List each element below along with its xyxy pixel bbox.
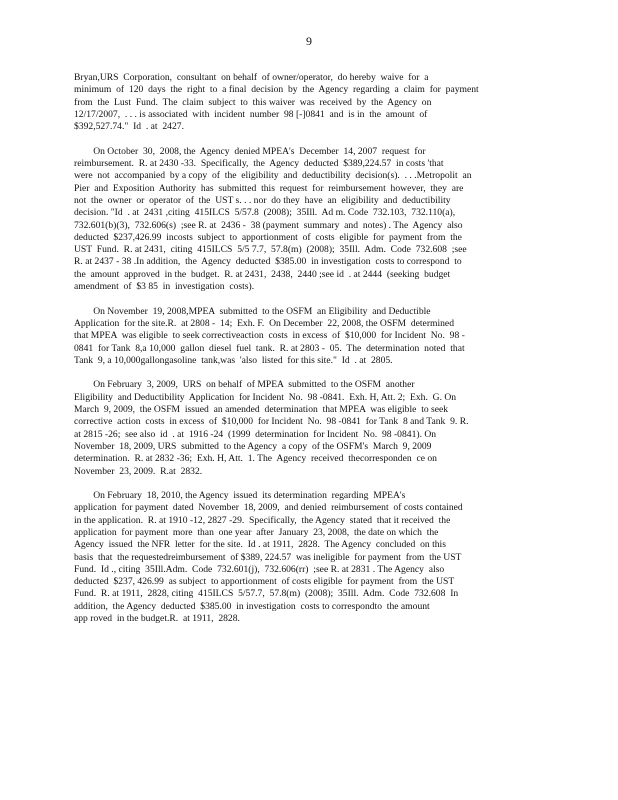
text-line: reimbursement. R. at 2430 -33. Specifically, the Agency deducted $389,224.57 in costs 'that xyxy=(74,158,444,170)
text-line: $392,527.74." Id . at 2427. xyxy=(74,121,184,133)
text-line: amendment of $3 85 in investigation costs). xyxy=(74,281,255,293)
text-line: application for payment dated November 18, 2009, and denied reimbursement of costs contained xyxy=(74,502,463,514)
text-line: Tank 9, a 10,000gallongasoline tank,was 'also listed for this site." Id . at 2805. xyxy=(74,354,393,366)
text-line: March 9, 2009, the OSFM issued an amended determination that MPEA was eligible to seek xyxy=(74,404,449,416)
text-line: On November 19, 2008,MPEA submitted to the OSFM an Eligibility and Deductible xyxy=(74,305,431,317)
text-line: minimum of 120 days the right to a final decision by the Agency regarding a claim for payment xyxy=(74,84,479,96)
text-line: R. at 2437 - 38 .In addition, the Agency deducted $385.00 in investigation costs to correspond to xyxy=(74,256,462,268)
text-line: that MPEA was eligible to seek correctiveaction costs in excess of $10,000 for Incident No. 98 - xyxy=(74,330,465,342)
text-line: at 2815 -26; see also id . at 1916 -24 (1999 determination for Incident No. 98 -0841). On xyxy=(74,428,437,440)
page-number: 9 xyxy=(306,34,312,48)
text-line: 0841 for Tank 8,a 10,000 gallon diesel fuel tank. R. at 2803 - 05. The determination noted that xyxy=(74,342,465,354)
text-line: in the application. R. at 1910 -12, 2827 -29. Specifically, the Agency stated that it received the xyxy=(74,514,451,526)
text-line: November 18, 2009, URS submitted to the Agency a copy of the OSFM's March 9, 2009 xyxy=(74,440,432,452)
text-line: application for payment more than one year after January 23, 2008, the date on which the xyxy=(74,526,439,538)
text-line: On February 18, 2010, the Agency issued its determination regarding MPEA's xyxy=(74,490,406,502)
document-body xyxy=(74,72,546,638)
text-line: 12/17/2007, . . . is associated with incident number 98 [-]0841 and is in the amount of xyxy=(74,108,428,120)
text-line: addition, the Agency deducted $385.00 in investigation costs to correspondto the amount xyxy=(74,600,430,612)
paragraph xyxy=(74,306,546,367)
text-line: Bryan,URS Corporation, consultant on behalf of owner/operator, do hereby waive for a xyxy=(74,72,429,83)
text-line: Agency issued the NFR letter for the site. Id . at 1911, 2828. The Agency concluded on this xyxy=(74,539,446,551)
text-line: UST Fund. R. at 2431, citing 415ILCS 5/5 7.7, 57.8(m) (2008); 35Ill. Adm. Code 732.608 ;see xyxy=(74,244,467,256)
text-line: On October 30, 2008, the Agency denied MPEA's December 14, 2007 request for xyxy=(74,145,426,157)
text-line: Fund. R. at 1911, 2828, citing 415ILCS 5/57.7, 57.8(m) (2008); 35Ill. Adm. Code 732.608 In xyxy=(74,588,459,600)
paragraph xyxy=(74,146,546,294)
paragraph xyxy=(74,490,546,625)
text-line: Application for the site.R. at 2808 - 14; Exh. F. On December 22, 2008, the OSFM determined xyxy=(74,317,454,329)
text-line: not the owner or operator of the UST s. . . nor do they have an eligibility and deductibility xyxy=(74,194,451,206)
text-line: deducted $237,426.99 incosts subject to apportionment of costs eligible for payment from the xyxy=(74,231,462,243)
text-line: 732.601(b)(3), 732.606(s) ;see R. at 2436 - 38 (payment summary and notes) . The Agency also xyxy=(74,219,463,231)
paragraph xyxy=(74,72,546,133)
text-line: November 23, 2009. R.at 2832. xyxy=(74,465,203,477)
text-line: corrective action costs in excess of $10,000 for Incident No. 98 -0841 for Tank 8 and Tank 9. R. xyxy=(74,416,469,428)
text-line: the amount approved in the budget. R. at 2431, 2438, 2440 ;see id . at 2444 (seeking budget xyxy=(74,268,451,280)
text-line: deducted $237, 426.99 as subject to apportionment of costs eligible for payment from the UST xyxy=(74,576,455,588)
text-line: basis that the requestedreimbursement of $389, 224.57 was ineligible for payment from the UST xyxy=(74,551,462,563)
text-line: determination. R. at 2832 -36; Exh. H, Att. 1. The Agency received thecorresponden ce on xyxy=(74,453,437,465)
paragraph xyxy=(74,379,546,477)
text-line: were not accompanied by a copy of the eligibility and deductibility decision(s). . . .Metropolit an xyxy=(74,170,472,182)
text-line: from the Lust Fund. The claim subject to this waiver was received by the Agency on xyxy=(74,96,432,108)
text-line: Eligibility and Deductibility Application for Incident No. 98 -0841. Exh. H, Att. 2; Exh. G. On xyxy=(74,391,457,403)
text-line: Pier and Exposition Authority has submitted this request for reimbursement however, they are xyxy=(74,182,464,194)
text-line: Fund. Id ., citing 35Ill.Adm. Code 732.601(j), 732.606(rr) ;see R. at 2831 . The Agency also xyxy=(74,563,445,575)
text-line: app roved in the budget.R. at 1911, 2828. xyxy=(74,613,240,625)
text-line: On February 3, 2009, URS on behalf of MPEA submitted to the OSFM another xyxy=(74,379,415,391)
text-line: decision. "Id . at 2431 ,citing 415ILCS 5/57.8 (2008); 35Ill. Ad m. Code 732.103, 732.110(a), xyxy=(74,207,456,219)
